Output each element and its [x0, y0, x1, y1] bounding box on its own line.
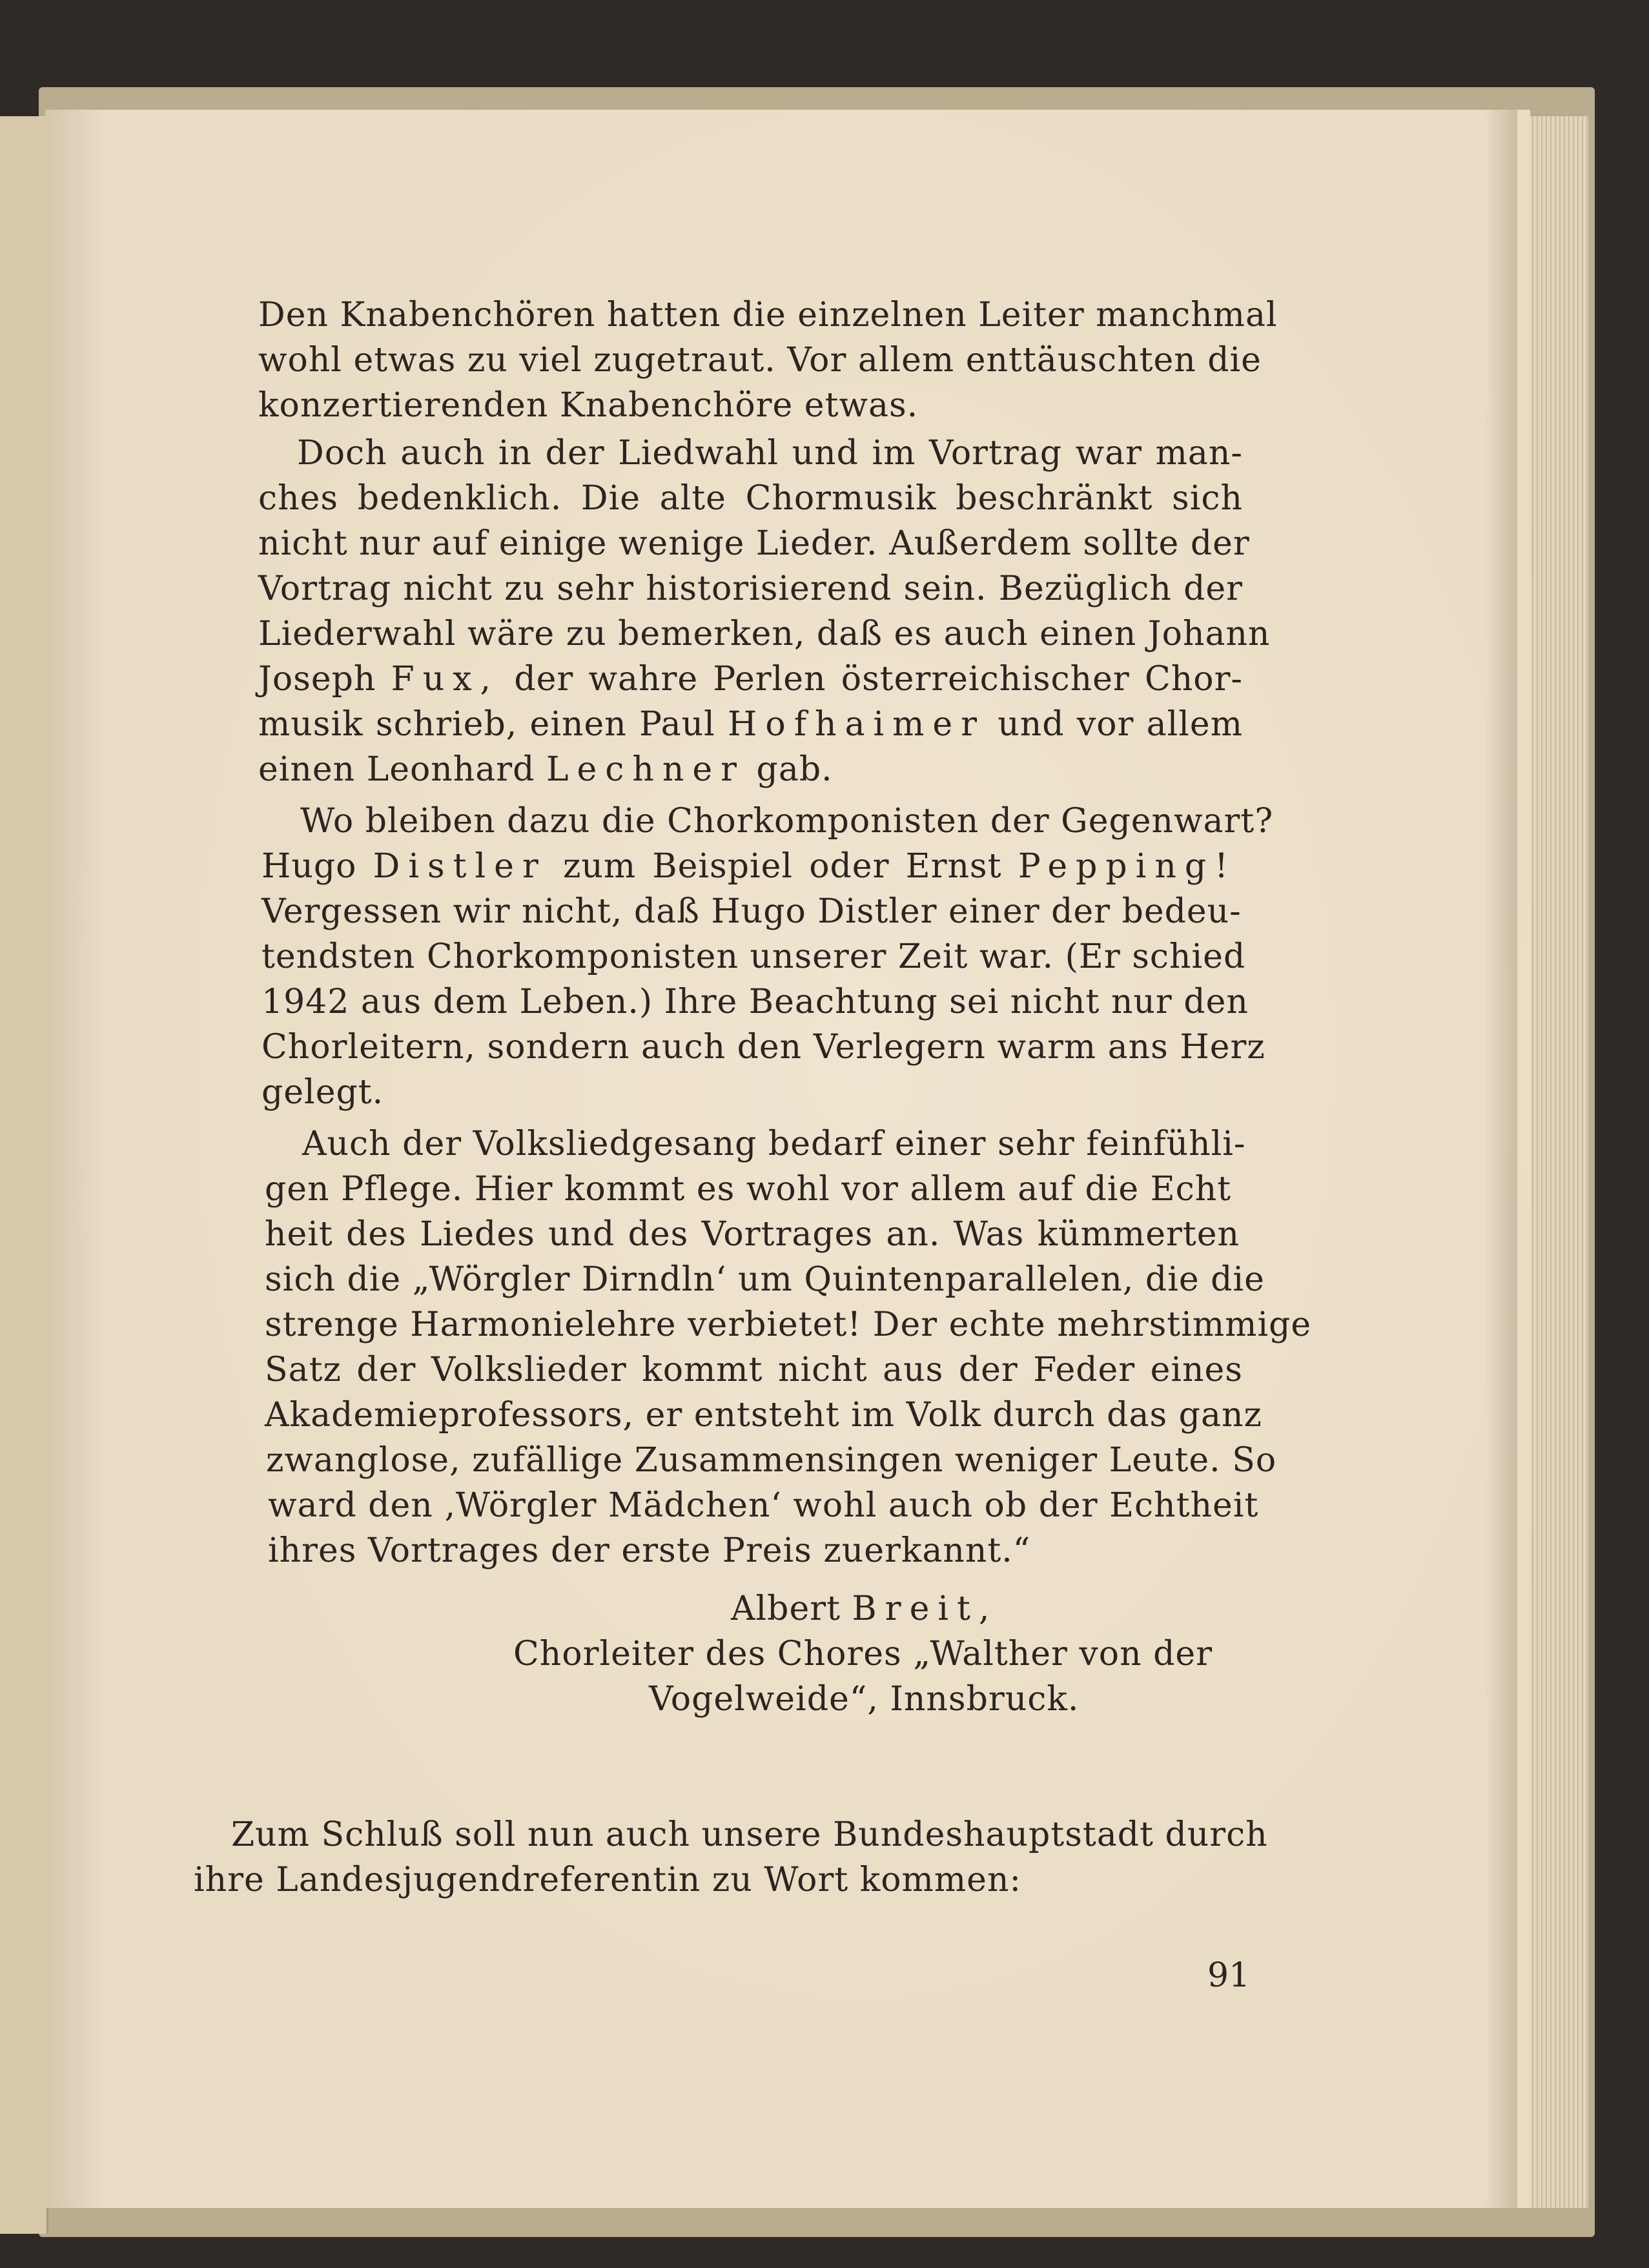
text-line: gelegt.: [261, 1073, 384, 1112]
text-line: zwanglose, zufällige Zusammensingen weniger Leute. So: [266, 1441, 1277, 1480]
signature-name: [731, 1589, 998, 1628]
text-line: Vortrag nicht zu sehr historisierend sein. Bezüglich der: [258, 569, 1243, 608]
text-line: [258, 750, 833, 789]
text-line: nicht nur auf einige wenige Lieder. Außerdem sollte der: [258, 524, 1250, 563]
text-line: Satz der Volkslieder kommt nicht aus der Feder eines: [265, 1351, 1243, 1389]
text-span: einen Leonhard: [258, 750, 535, 789]
text-line: Den Knabenchören hatten die einzelnen Leiter manchmal: [258, 296, 1278, 334]
text-line: Wo bleiben dazu die Chorkomponisten der Gegenwart?: [300, 802, 1274, 841]
text-line: Auch der Volksliedgesang bedarf einer sehr feinfühli-: [302, 1125, 1246, 1163]
text-span: Albert: [731, 1589, 841, 1628]
text-line: [258, 705, 1244, 744]
text-line: Akademieprofessors, er entsteht im Volk durch das ganz: [265, 1396, 1262, 1435]
text-span: musik schrieb, einen Paul: [258, 705, 715, 744]
text-line: strenge Harmonielehre verbietet! Der echte mehrstimmige: [265, 1305, 1312, 1344]
spaced-name: Breit,: [852, 1589, 998, 1628]
text-span: Joseph: [258, 660, 376, 699]
text-line: wohl etwas zu viel zugetraut. Vor allem enttäuschten die: [258, 341, 1262, 380]
text-line: sich die „Wörgler Dirndln‘ um Quintenparallelen, die die: [265, 1260, 1265, 1299]
text-line: ihres Vortrages der erste Preis zuerkannt.“: [268, 1531, 1031, 1570]
text-line: [258, 660, 1244, 699]
spaced-name: Lechner: [546, 750, 746, 789]
text-span: zum Beispiel oder Ernst: [563, 847, 1002, 886]
spaced-name: Hofhaimer: [728, 705, 986, 744]
text-line: ward den ‚Wörgler Mädchen‘ wohl auch ob der Echtheit: [268, 1486, 1259, 1525]
text-line: 1942 aus dem Leben.) Ihre Beachtung sei nicht nur den: [261, 983, 1249, 1021]
text-line: Chorleitern, sondern auch den Verlegern warm ans Herz: [261, 1028, 1265, 1067]
text-span: Hugo: [261, 847, 357, 886]
signature-role: Chorleiter des Chores „Walther von der: [513, 1635, 1213, 1673]
text-line: Doch auch in der Liedwahl und im Vortrag war man-: [297, 434, 1243, 473]
spaced-name: Distler: [373, 847, 547, 886]
text-line: Vergessen wir nicht, daß Hugo Distler einer der bedeu-: [261, 892, 1242, 931]
page-number: 91: [1207, 1956, 1251, 1995]
text-line: ches bedenklich. Die alte Chormusik beschränkt sich: [258, 479, 1243, 518]
text-span: gab.: [756, 750, 833, 789]
signature-role: Vogelweide“, Innsbruck.: [649, 1680, 1080, 1719]
text-line: konzertierenden Knabenchöre etwas.: [258, 386, 919, 425]
text-line: [261, 847, 1237, 886]
text-span: der wahre Perlen österreichischer Chor-: [514, 660, 1244, 699]
text-line: heit des Liedes und des Vortrages an. Was kümmerten: [265, 1215, 1240, 1254]
text-line: Zum Schluß soll nun auch unsere Bundeshauptstadt durch: [231, 1815, 1268, 1854]
text-span: und vor allem: [998, 705, 1244, 744]
text-line: ihre Landesjugendreferentin zu Wort kommen:: [194, 1861, 1021, 1899]
text-line: gen Pflege. Hier kommt es wohl vor allem auf die Echt: [265, 1170, 1232, 1209]
text-line: Liederwahl wäre zu bemerken, daß es auch einen Johann: [258, 615, 1271, 653]
text-line: tendsten Chorkomponisten unserer Zeit war. (Er schied: [261, 937, 1246, 976]
spaced-name: Pepping!: [1018, 847, 1237, 886]
spaced-name: Fux,: [391, 660, 500, 699]
